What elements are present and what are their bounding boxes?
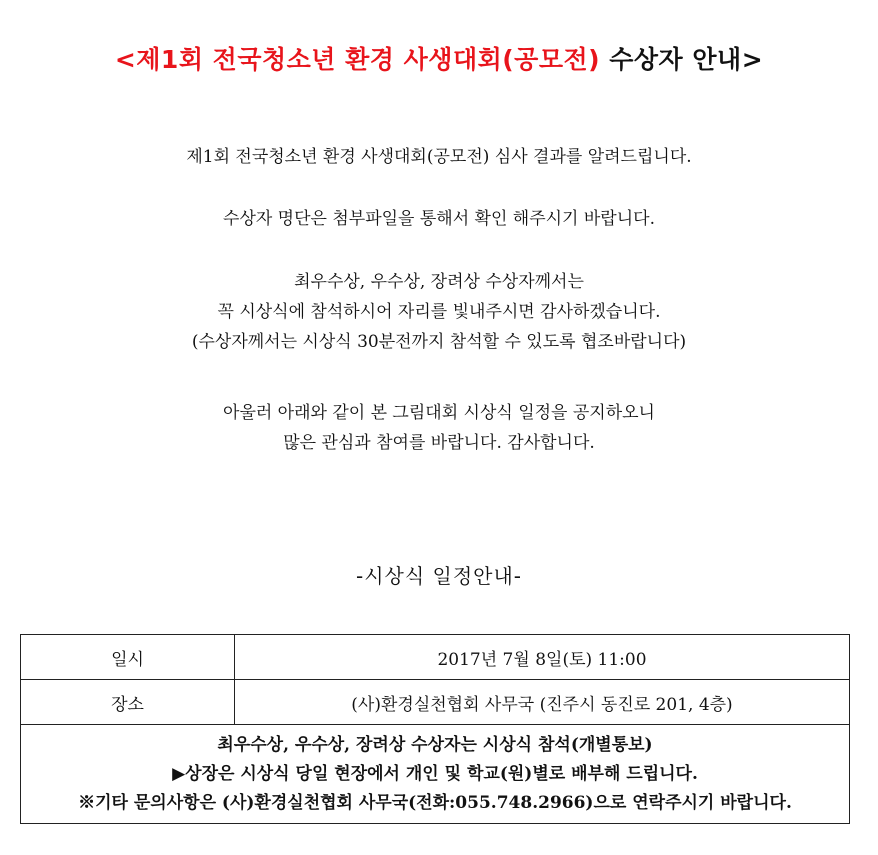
title-suffix-text: 수상자 안내 <box>600 45 742 74</box>
schedule-row-datetime <box>21 635 850 680</box>
announcement-paragraph-closing <box>0 398 878 458</box>
paragraph-line: 최우수상, 우수상, 장려상 수상자께서는 <box>294 272 584 292</box>
schedule-row-notes <box>21 725 850 824</box>
schedule-label-datetime: 일시 <box>21 635 235 680</box>
paragraph-line: 아울러 아래와 같이 본 그림대회 시상식 일정을 공지하오니 <box>223 403 655 423</box>
schedule-row-location <box>21 680 850 725</box>
paragraph-line: 꼭 시상식에 참석하시어 자리를 빛내주시면 감사하겠습니다. <box>217 302 661 322</box>
schedule-note-contact: ※기타 문의사항은 (사)환경실천협회 사무국(전화:055.748.2966)으로 연락주시기 바랍니다. <box>78 792 792 813</box>
schedule-value-datetime: 2017년 7월 8일(토) 11:00 <box>235 635 850 680</box>
paragraph-line: 수상자 명단은 첨부파일을 통해서 확인 해주시기 바랍니다. <box>223 209 655 229</box>
title-highlight-text: 제1회 전국청소년 환경 사생대회(공모전) <box>136 45 601 74</box>
schedule-heading: -시상식 일정안내- <box>355 564 523 588</box>
announcement-paragraph-result <box>0 142 878 172</box>
schedule-value-location: (사)환경실천협회 사무국 (진주시 동진로 201, 4층) <box>235 680 850 725</box>
page-title <box>0 40 878 76</box>
title-open-bracket: < <box>114 45 137 74</box>
announcement-paragraph-ceremony-request <box>0 267 878 357</box>
schedule-table <box>20 634 850 824</box>
schedule-notes <box>21 725 850 824</box>
announcement-paragraph-attachment <box>0 204 878 234</box>
paragraph-line: 많은 관심과 참여를 바랍니다. 감사합니다. <box>283 433 595 453</box>
schedule-note-certificate: ▶상장은 시상식 당일 현장에서 개인 및 학교(원)별로 배부해 드립니다. <box>172 763 698 784</box>
paragraph-line: 제1회 전국청소년 환경 사생대회(공모전) 심사 결과를 알려드립니다. <box>186 147 692 167</box>
schedule-label-location: 장소 <box>21 680 235 725</box>
title-close-bracket: > <box>741 45 764 74</box>
paragraph-line: (수상자께서는 시상식 30분전까지 참석할 수 있도록 협조바랍니다) <box>191 332 687 352</box>
schedule-note-attendance: 최우수상, 우수상, 장려상 수상자는 시상식 참석(개별통보) <box>217 734 653 755</box>
